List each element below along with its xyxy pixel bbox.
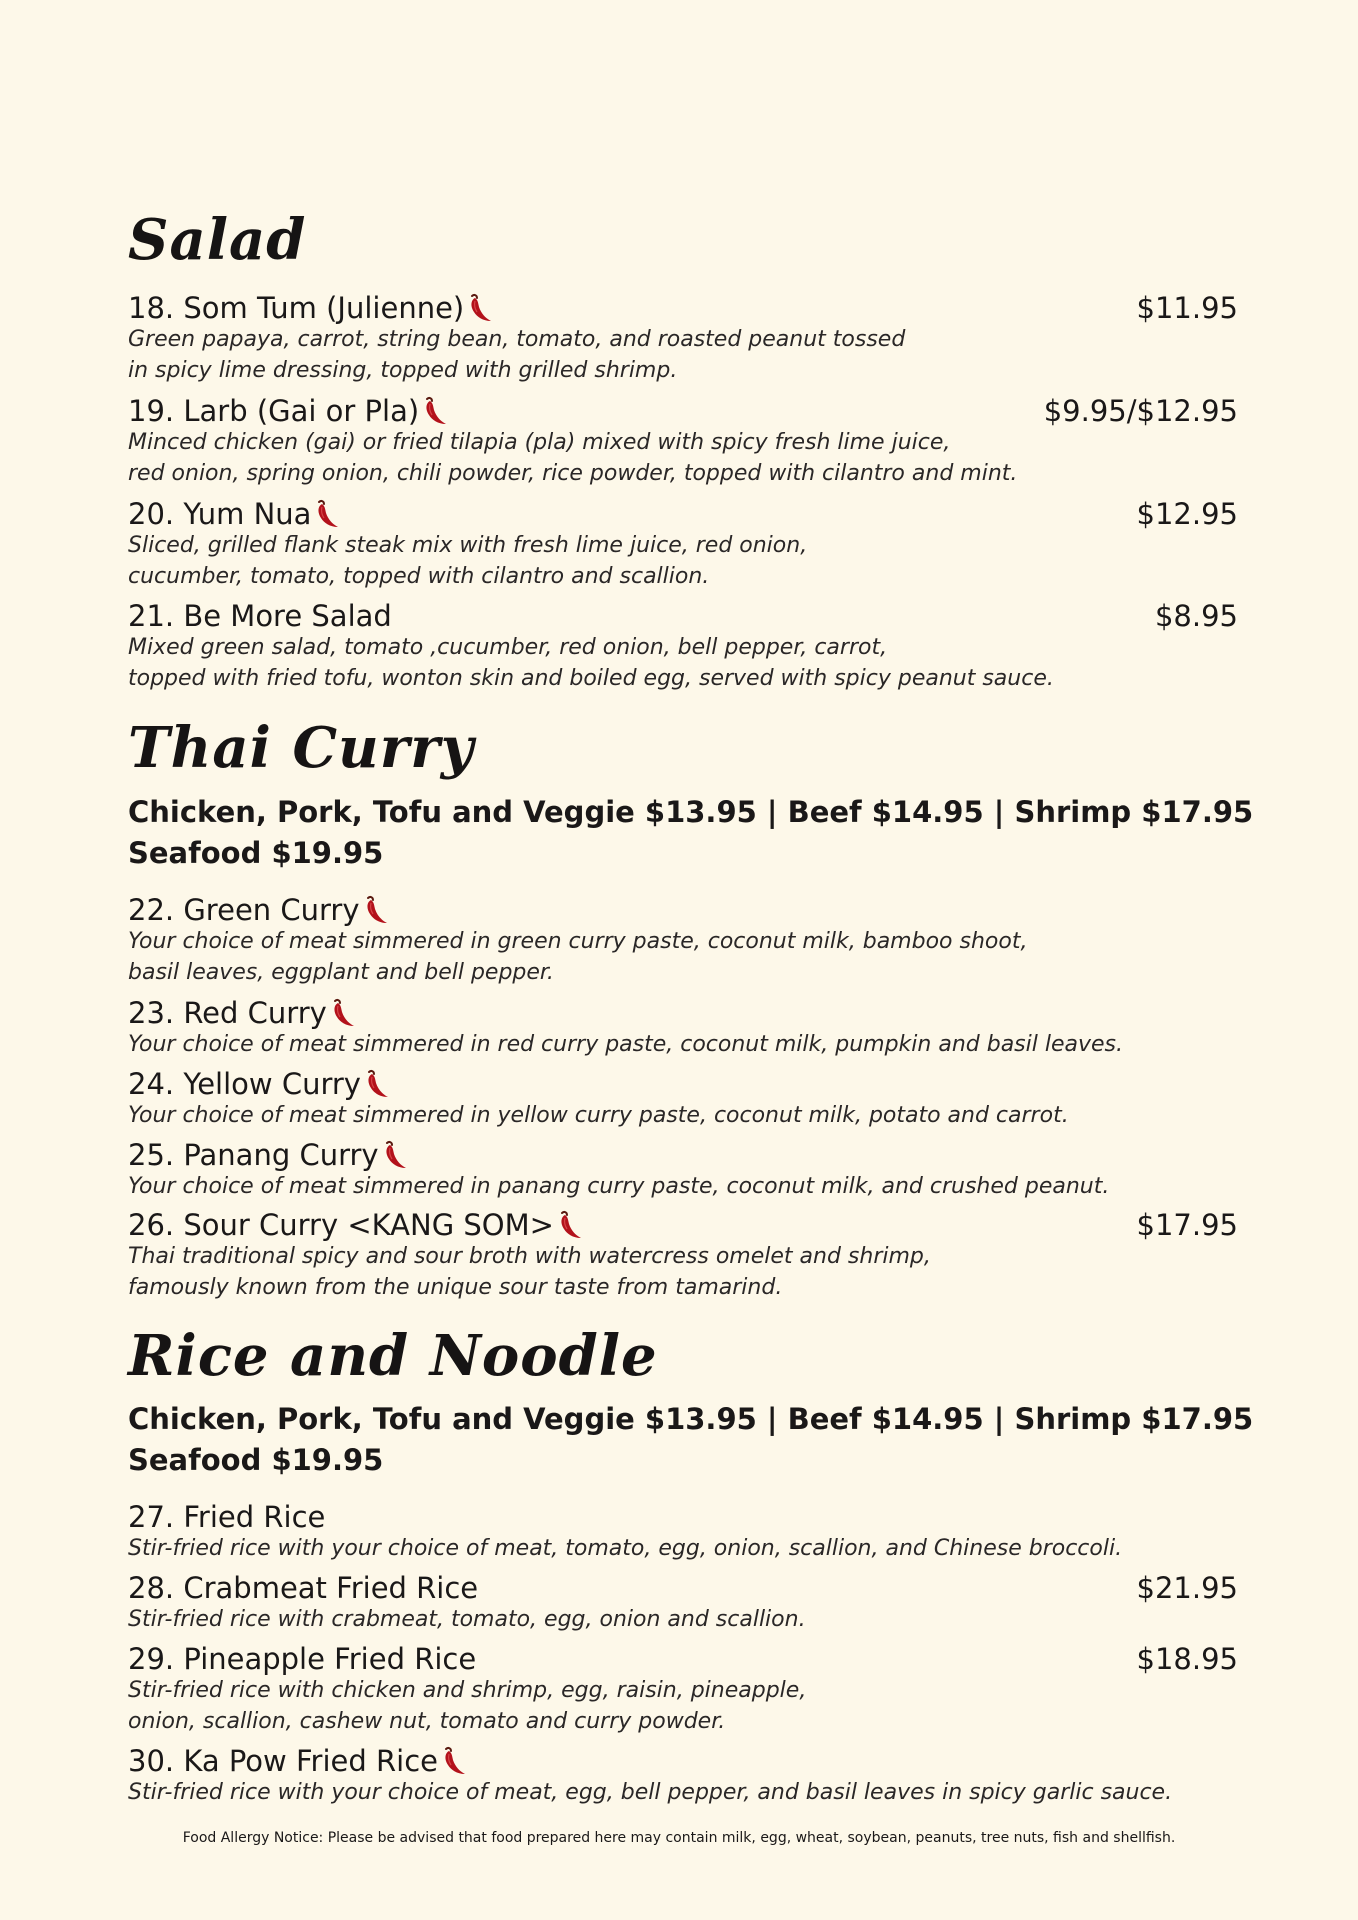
- chili-pepper-icon: [362, 895, 390, 929]
- item-description: Stir-fried rice with your choice of meat, tomato, egg, onion, scallion, and Chinese broccoli.: [128, 1536, 1123, 1561]
- menu-item-26: [128, 1207, 1238, 1303]
- menu-item-21: [128, 598, 1238, 694]
- item-price: $11.95: [1136, 291, 1238, 325]
- item-name: 20. Yum Nua: [128, 497, 312, 531]
- menu-item-24: [128, 1066, 1238, 1131]
- item-description: Sliced, grilled flank steak mix with fresh lime juice, red onion, cucumber, tomato, topped with cilantro and scallion.: [128, 533, 808, 589]
- item-price: $17.95: [1136, 1208, 1238, 1242]
- item-description: Your choice of meat simmered in yellow curry paste, coconut milk, potato and carrot.: [128, 1103, 1069, 1128]
- item-price: $8.95: [1154, 599, 1238, 633]
- item-name: 21. Be More Salad: [128, 599, 392, 633]
- item-price: $12.95: [1136, 497, 1238, 531]
- item-description: Your choice of meat simmered in red curry paste, coconut milk, pumpkin and basil leaves.: [128, 1032, 1123, 1057]
- item-name: 30. Ka Pow Fried Rice: [128, 1744, 438, 1778]
- item-name: 25. Panang Curry: [128, 1138, 379, 1172]
- item-name: 24. Yellow Curry: [128, 1067, 361, 1101]
- chili-pepper-icon: [313, 499, 341, 533]
- item-description: Thai traditional spicy and sour broth with watercress omelet and shrimp, famously known from the unique sour taste from tamarind.: [128, 1244, 931, 1300]
- pricing-line-seafood: Seafood $19.95: [128, 836, 384, 870]
- menu-item-27: [128, 1499, 1238, 1564]
- menu-item-22: [128, 892, 1238, 988]
- menu-item-30: [128, 1743, 1238, 1808]
- item-name: 28. Crabmeat Fried Rice: [128, 1571, 479, 1605]
- chili-pepper-icon: [466, 293, 494, 327]
- food-allergy-notice: Food Allergy Notice: Please be advised that food prepared here may contain milk, egg, wheat, soybean, peanuts, tree nuts, fish and shellfish.: [182, 1830, 1176, 1846]
- item-description: Green papaya, carrot, string bean, tomato, and roasted peanut tossed in spicy lime dressing, topped with grilled shrimp.: [128, 327, 906, 383]
- item-name: 23. Red Curry: [128, 996, 327, 1030]
- pricing-line: Chicken, Pork, Tofu and Veggie $13.95 | Beef $14.95 | Shrimp $17.95: [128, 795, 1254, 829]
- menu-item-20: [128, 496, 1238, 592]
- chili-pepper-icon: [329, 998, 357, 1032]
- item-description: Your choice of meat simmered in green curry paste, coconut milk, bamboo shoot, basil leaves, eggplant and bell pepper.: [128, 929, 1028, 985]
- item-name: 19. Larb (Gai or Pla): [128, 394, 420, 428]
- item-description: Minced chicken (gai) or fried tilapia (pla) mixed with spicy fresh lime juice, red onion, spring onion, chili powder, rice powder, topped with cilantro and mint.: [128, 430, 1018, 486]
- item-name: 26. Sour Curry <KANG SOM>: [128, 1208, 554, 1242]
- item-name: 29. Pineapple Fried Rice: [128, 1642, 477, 1676]
- menu-item-23: [128, 995, 1238, 1060]
- chili-pepper-icon: [421, 396, 449, 430]
- menu-item-19: [128, 393, 1238, 489]
- section-title-rice-and-noodle: Rice and Noodle: [128, 1323, 658, 1389]
- section-title-thai-curry: Thai Curry: [128, 715, 475, 781]
- item-price: $18.95: [1136, 1642, 1238, 1676]
- pricing-line: Chicken, Pork, Tofu and Veggie $13.95 | Beef $14.95 | Shrimp $17.95: [128, 1402, 1254, 1436]
- menu-item-18: [128, 290, 1238, 386]
- item-price: $21.95: [1136, 1571, 1238, 1605]
- section-title-salad: Salad: [128, 207, 307, 273]
- item-name: 22. Green Curry: [128, 893, 360, 927]
- pricing-line-seafood: Seafood $19.95: [128, 1443, 384, 1477]
- chili-pepper-icon: [556, 1210, 584, 1244]
- chili-pepper-icon: [363, 1069, 391, 1103]
- item-price: $9.95/$12.95: [1043, 394, 1238, 428]
- menu-item-29: [128, 1641, 1238, 1737]
- chili-pepper-icon: [440, 1746, 468, 1780]
- chili-pepper-icon: [381, 1140, 409, 1174]
- item-description: Stir-fried rice with crabmeat, tomato, egg, onion and scallion.: [128, 1607, 806, 1632]
- menu-item-28: [128, 1570, 1238, 1635]
- item-name: 27. Fried Rice: [128, 1500, 326, 1534]
- item-description: Stir-fried rice with your choice of meat, egg, bell pepper, and basil leaves in spicy garlic sauce.: [128, 1780, 1173, 1805]
- item-description: Mixed green salad, tomato ,cucumber, red onion, bell pepper, carrot, topped with fried tofu, wonton skin and boiled egg, served with spicy peanut sauce.: [128, 635, 1054, 691]
- item-name: 18. Som Tum (Julienne): [128, 291, 465, 325]
- item-description: Your choice of meat simmered in panang curry paste, coconut milk, and crushed peanut.: [128, 1174, 1110, 1199]
- item-description: Stir-fried rice with chicken and shrimp, egg, raisin, pineapple, onion, scallion, cashew nut, tomato and curry powder.: [128, 1678, 807, 1734]
- menu-item-25: [128, 1137, 1238, 1202]
